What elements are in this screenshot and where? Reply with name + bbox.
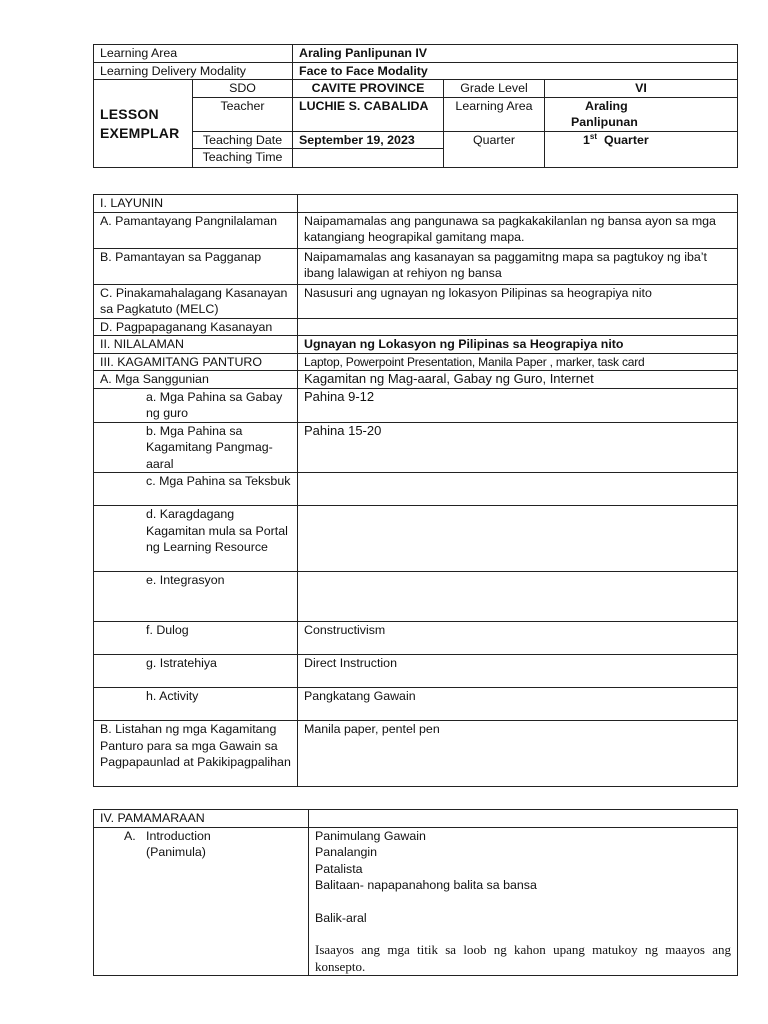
dulog-label: f. Dulog — [94, 622, 298, 655]
introduction-content — [309, 827, 738, 976]
modality-value: Face to Face Modality — [293, 62, 738, 80]
kagamitang-panturo-value: Laptop, Powerpoint Presentation, Manila Paper , marker, task card — [298, 353, 738, 371]
instruction-text: Isaayos ang mga titik sa loob ng kahon upang matukoy ng maayos ang konsepto. — [315, 942, 731, 974]
objectives-table — [93, 194, 738, 787]
activity-value: Pangkatang Gawain — [298, 688, 738, 721]
teaching-date-label: Teaching Date — [193, 131, 293, 149]
teacher-label: Teacher — [193, 97, 293, 131]
teaching-time-label: Teaching Time — [193, 149, 293, 168]
kagamitang-panturo-label: III. KAGAMITANG PANTURO — [94, 353, 298, 371]
gabay-guro-value: Pahina 9-12 — [298, 388, 738, 422]
pagpapaganang-kasanayan-value — [298, 318, 738, 336]
nilalaman-label: II. NILALAMAN — [94, 336, 298, 354]
melc-value: Nasusuri ang ugnayan ng lokasyon Pilipinas sa heograpiya nito — [298, 284, 738, 318]
quarter-word: Quarter — [603, 132, 649, 147]
intro-line: Panalangin — [315, 845, 378, 859]
quarter-value — [545, 131, 738, 168]
introduction-letter: A. — [124, 828, 136, 843]
intro-line: Patalista — [315, 861, 363, 876]
istratehiya-label: g. Istratehiya — [94, 655, 298, 688]
portal-resource-label: d. Karagdagang Kagamitan mula sa Portal ng Learning Resource — [94, 506, 298, 572]
quarter-suffix: st — [589, 131, 598, 141]
lesson-exemplar-title — [94, 80, 193, 168]
lesson-header-table — [93, 44, 738, 168]
melc-label: C. Pinakamahalagang Kasanayan sa Pagkatuto (MELC) — [94, 284, 298, 318]
sdo-label: SDO — [193, 80, 293, 98]
quarter-label: Quarter — [444, 131, 545, 168]
balik-aral-line: Balik-aral — [315, 910, 367, 925]
layunin-empty — [298, 195, 738, 213]
learning-area2-value — [545, 97, 738, 131]
pagpapaganang-kasanayan-label: D. Pagpapaganang Kasanayan — [94, 318, 298, 336]
gabay-guro-label: a. Mga Pahina sa Gabay ng guro — [94, 388, 298, 422]
learning-area-value: Araling Panlipunan IV — [293, 45, 738, 63]
grade-level-label: Grade Level — [444, 80, 545, 98]
listahan-kagamitan-value: Manila paper, pentel pen — [298, 721, 738, 787]
introduction-title: Introduction — [146, 828, 211, 843]
pamantayang-pangnilalaman-value: Naipamamalas ang pangunawa sa pagkakakilanlan ng bansa ayon sa mga katangiang heograpikal gamitang mapa. — [298, 212, 738, 248]
learning-area2-line1: Araling — [585, 98, 628, 113]
listahan-kagamitan-label: B. Listahan ng mga Kagamitang Panturo para sa mga Gawain sa Pagpapaunlad at Pakikipagpalihan — [94, 721, 298, 787]
lesson-title-line1: LESSON — [100, 105, 159, 122]
nilalaman-value: Ugnayan ng Lokasyon ng Pilipinas sa Heograpiya nito — [298, 336, 738, 354]
dulog-value: Constructivism — [298, 622, 738, 655]
teaching-date-value: September 19, 2023 — [293, 131, 444, 149]
kagamitang-pangmag-aaral-value: Pahina 15-20 — [298, 422, 738, 473]
pamantayang-pangnilalaman-label: A. Pamantayang Pangnilalaman — [94, 212, 298, 248]
sanggunian-label: A. Mga Sanggunian — [94, 371, 298, 389]
intro-line: Panimulang Gawain — [315, 828, 426, 843]
teaching-time-value — [293, 149, 444, 168]
lesson-title-line2: EXEMPLAR — [100, 124, 180, 141]
sdo-value: CAVITE PROVINCE — [293, 80, 444, 98]
pamamaraan-empty — [309, 810, 738, 828]
quarter-number: 1 — [583, 132, 590, 147]
pamantayan-pagganap-label: B. Pamantayan sa Pagganap — [94, 248, 298, 284]
learning-area2-label: Learning Area — [444, 97, 545, 131]
integrasyon-label: e. Integrasyon — [94, 572, 298, 622]
grade-level-value: VI — [545, 80, 738, 98]
introduction-label — [94, 827, 309, 976]
kagamitang-pangmag-aaral-label: b. Mga Pahina sa Kagamitang Pangmag-aaral — [94, 422, 298, 473]
integrasyon-value — [298, 572, 738, 622]
activity-label: h. Activity — [94, 688, 298, 721]
learning-area2-line2: Panlipunan — [571, 115, 638, 129]
introduction-subtitle: (Panimula) — [146, 845, 206, 859]
sanggunian-value: Kagamitan ng Mag-aaral, Gabay ng Guro, Internet — [298, 371, 738, 389]
teacher-value: LUCHIE S. CABALIDA — [293, 97, 444, 131]
learning-area-label: Learning Area — [94, 45, 293, 63]
pamamaraan-heading: IV. PAMAMARAAN — [94, 810, 309, 828]
teksbuk-value — [298, 473, 738, 506]
teksbuk-label: c. Mga Pahina sa Teksbuk — [94, 473, 298, 506]
portal-resource-value — [298, 506, 738, 572]
pamantayan-pagganap-value: Naipamamalas ang kasanayan sa paggamitng mapa sa pagtukoy ng iba’t ibang lalawigan at rehiyon ng bansa — [298, 248, 738, 284]
modality-label: Learning Delivery Modality — [94, 62, 293, 80]
intro-line: Balitaan- napapanahong balita sa bansa — [315, 878, 537, 892]
layunin-heading: I. LAYUNIN — [94, 195, 298, 213]
procedure-table — [93, 809, 738, 976]
istratehiya-value: Direct Instruction — [298, 655, 738, 688]
